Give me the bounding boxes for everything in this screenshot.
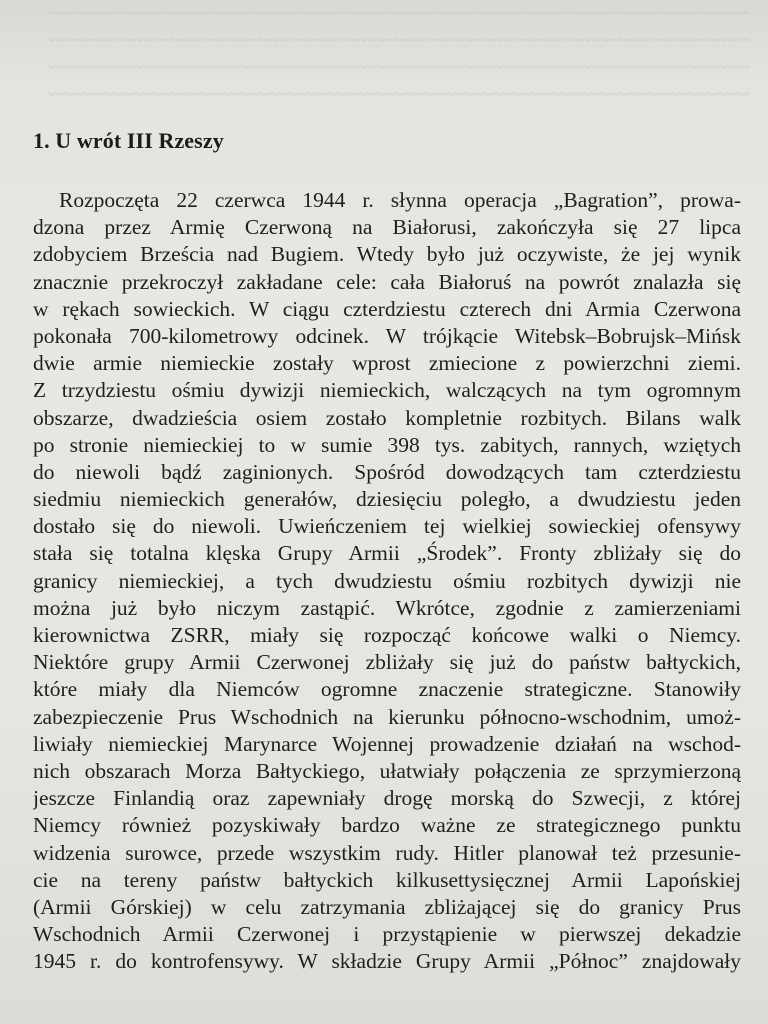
body-paragraph: [33, 187, 741, 975]
text-line: siedmiu niemieckich generałów, dziesięciu poległo, a dwudziestu jeden: [33, 487, 741, 512]
text-line: dostało się do niewoli. Uwieńczeniem tej wielkiej sowieckiej ofensywy: [33, 514, 741, 539]
text-line: zdobyciem Brześcia nad Bugiem. Wtedy było już oczywiste, że jej wynik: [33, 242, 741, 267]
text-line: Z trzydziestu ośmiu dywizji niemieckich, walczących na tym ogromnym: [33, 378, 741, 403]
text-line: po stronie niemieckiej to w sumie 398 tys. zabitych, rannych, wziętych: [33, 432, 741, 457]
text-line: można już było niczym zastąpić. Wkrótce, zgodnie z zamierzeniami: [33, 595, 741, 620]
text-line: jeszcze Finlandią oraz zapewniały drogę morską do Szwecji, z której: [33, 786, 741, 811]
text-line: cie na tereny państw bałtyckich kilkusettysięcznej Armii Lapońskiej: [33, 867, 741, 892]
text-line: które miały dla Niemców ogromne znaczenie strategiczne. Stanowiły: [33, 677, 741, 702]
text-line: nich obszarach Morza Bałtyckiego, ułatwiały połączenia ze sprzymierzoną: [33, 758, 741, 783]
text-line: Rozpoczęta 22 czerwca 1944 r. słynna operacja „Bagration”, prowa-: [59, 188, 741, 212]
text-line: (Armii Górskiej) w celu zatrzymania zbliżającej się do granicy Prus: [33, 894, 741, 919]
text-line: dwie armie niemieckie zostały wprost zmiecione z powierzchni ziemi.: [33, 351, 741, 376]
text-line: widzenia surowce, przede wszystkim rudy. Hitler planował też przesunie-: [33, 840, 741, 865]
text-line: liwiały niemieckiej Marynarce Wojennej prowadzenie działań na wschod-: [33, 731, 741, 756]
text-line: zabezpieczenie Prus Wschodnich na kierunku północno-wschodnim, umoż-: [33, 704, 741, 729]
text-line: obszarze, dwadzieścia osiem zostało kompletnie rozbitych. Bilans walk: [33, 405, 741, 430]
text-line: znacznie przekroczył zakładane cele: cała Białoruś na powrót znalazła się: [33, 269, 741, 294]
text-line: pokonała 700-kilometrowy odcinek. W trójkącie Witebsk–Bobrujsk–Mińsk: [33, 323, 741, 348]
text-line: Niektóre grupy Armii Czerwonej zbliżały się już do państw bałtyckich,: [33, 650, 741, 675]
text-line: do niewoli bądź zaginionych. Spośród dowodzących tam czterdziestu: [33, 459, 741, 484]
text-line: Niemcy również pozyskiwały bardzo ważne ze strategicznego punktu: [33, 813, 741, 838]
text-line: stała się totalna klęska Grupy Armii „Środek”. Fronty zbliżały się do: [33, 541, 741, 566]
text-line: kierownictwa ZSRR, miały się rozpocząć końcowe walki o Niemcy.: [33, 623, 741, 647]
chapter-heading: 1. U wrót III Rzeszy: [33, 128, 224, 153]
text-line: 1945 r. do kontrofensywy. W składzie Grupy Armii „Północ” znajdowały: [33, 949, 741, 974]
show-through-texture: ​~~~~~~~~~~~~~~~~~~~~~~~~~~~~~~~~~~~~~~~~~~~~~~~~~~~~~~~~~~~~~~~~~~~~~~~~ ​~~~~~~~~~~~~~~~~~~~~~~~~~~~~~~~~~~~~~~~~~~~~~~~~~~~~~~~~~~~~~~~~~~~~~~~~ ​~~~~~~~~~~~~~~~~~~~~~~~~~~~~~~~~~~~~~~~~~~~~~~~~~~~~~~~~~~~~~~~~~~~~~~~~ ​~~~~~~~~~~~~~~~~~~~~~~~~~~~~~~~~~~~~~~~~~~~~~~~~~~~~~~~~~~~~~~~~~~~~~~~~: [48, 3, 750, 104]
text-line: dzona przez Armię Czerwoną na Białorusi, zakończyła się 27 lipca: [33, 215, 741, 240]
text-line: Wschodnich Armii Czerwonej i przystąpienie w pierwszej dekadzie: [33, 922, 741, 947]
text-line: w rękach sowieckich. W ciągu czterdziestu czterech dni Armia Czerwona: [33, 296, 741, 321]
text-line: granicy niemieckiej, a tych dwudziestu ośmiu rozbitych dywizji nie: [33, 568, 741, 593]
